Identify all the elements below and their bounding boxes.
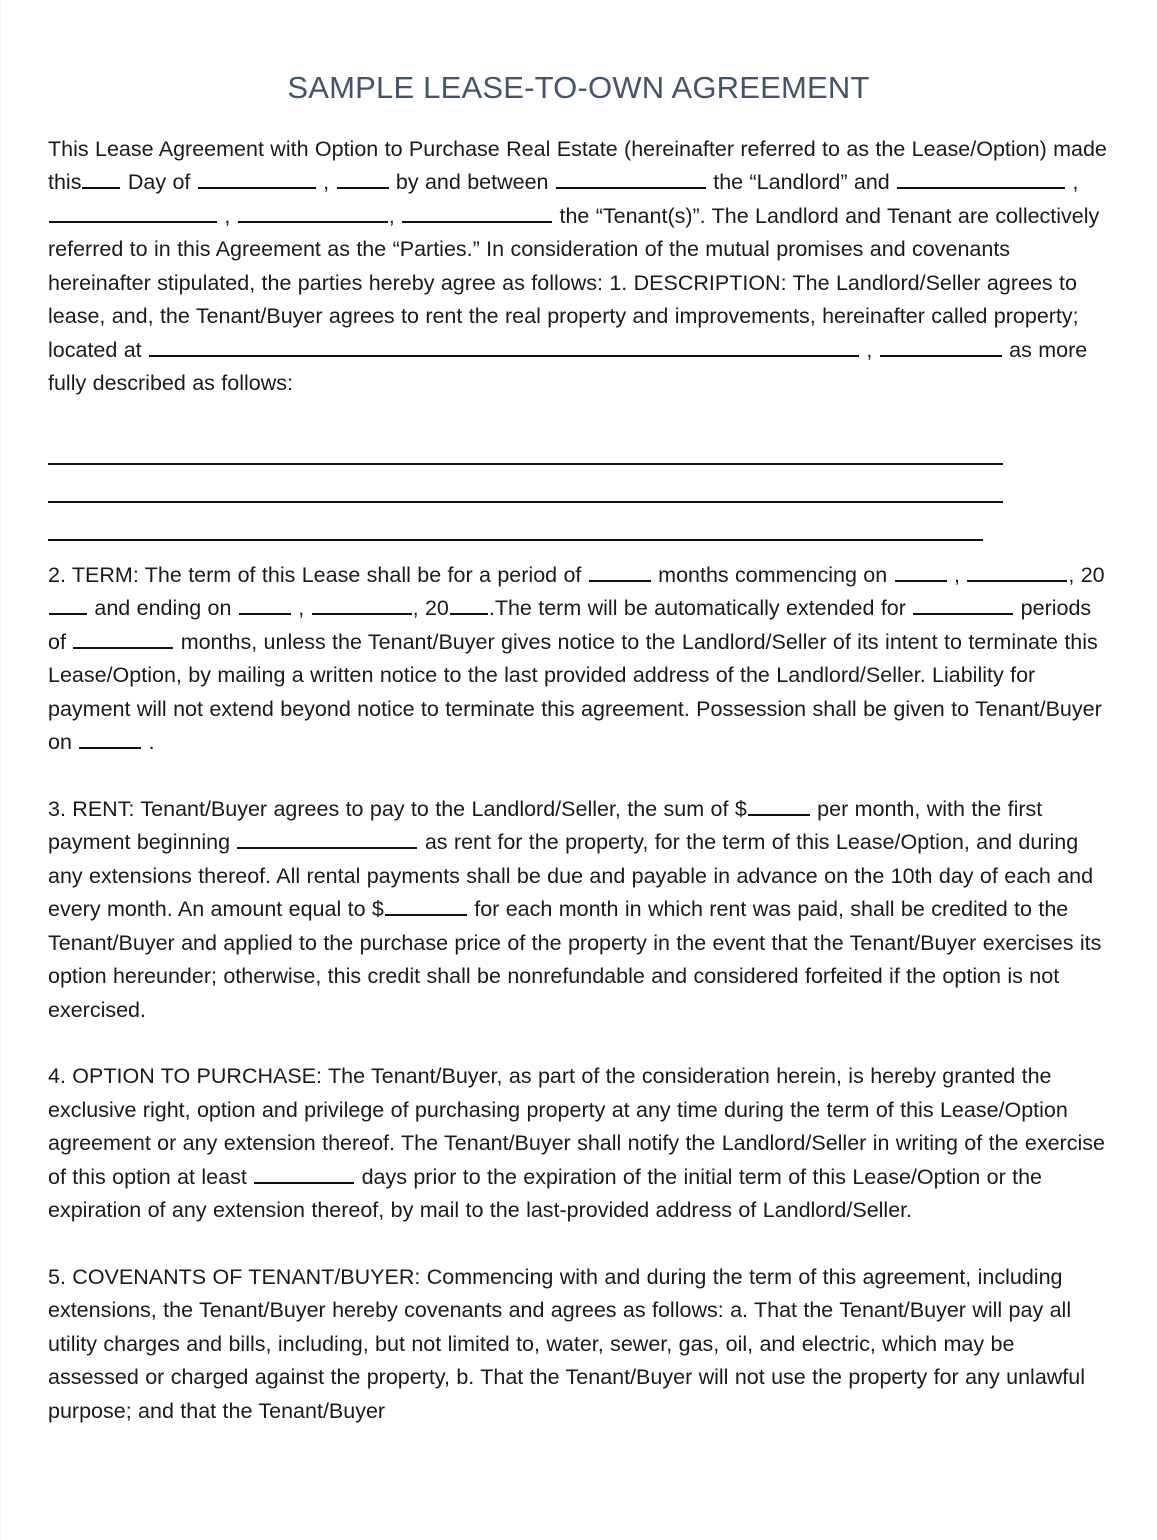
section5-text-1: 5. COVENANTS OF TENANT/BUYER: Commencing with and during the term of this agreement, including extensions, the Tenant/Buyer hereby covenants and agrees as follows: a. That the Tenant/Buyer will pay all utility charges and bills, including, but not limited to, water, sewer, gas, oil, and electric, which may be assessed or charged against the property, b. That the Tenant/Buyer will not use the property for any unlawful purpose; and that the Tenant/Buyer	[48, 1264, 1086, 1423]
blank-end-month[interactable]	[312, 593, 412, 615]
section2-text-11: .	[148, 730, 155, 755]
paragraph-section-5-covenants	[48, 1261, 1107, 1429]
spacer-3	[48, 1027, 1107, 1060]
blank-landlord-name[interactable]	[556, 167, 706, 189]
section2-text-8: .The term will be automatically extended for	[488, 596, 906, 621]
document-body	[0, 133, 1157, 1429]
description-line-3[interactable]	[48, 503, 983, 541]
intro-text-9: the “Tenant(s)”. The Landlord and Tenant are collectively referred to in this Agreement as the “Parties.” In consideration of the mutual promises and covenants hereinafter stipulated, the parties hereby agree as follows: 1. DESCRIPTION: The Landlord/Seller agrees to lease, and, the Tenant/Buyer agrees to rent the real property and improvements, hereinafter called property; located at	[48, 203, 1100, 362]
section2-text-2: months commencing on	[658, 562, 888, 587]
section3-text-4: for each month in which rent was paid, shall be credited to the Tenant/Buyer and applied to the purchase price of the property in the event that the Tenant/Buyer exercises its option hereunder; otherwise, this credit shall be nonrefundable and considered forfeited if the option is not exercised.	[48, 897, 1102, 1022]
intro-text-5: the “Landlord” and	[713, 170, 890, 195]
intro-text-8: ,	[388, 203, 395, 228]
paragraph-section-2-term	[48, 559, 1107, 760]
blank-first-payment-date[interactable]	[237, 827, 417, 849]
section2-text-3: ,	[953, 562, 960, 587]
blank-tenant-1[interactable]	[897, 167, 1065, 189]
blank-rent-credit-amount[interactable]	[385, 894, 467, 916]
section2-text-6: ,	[298, 596, 305, 621]
blank-commence-day[interactable]	[895, 560, 947, 582]
section2-text-7: , 20	[412, 596, 449, 621]
blank-property-address[interactable]	[149, 335, 859, 357]
blank-term-months[interactable]	[589, 560, 651, 582]
paragraph-intro	[48, 133, 1107, 401]
intro-text-11: as more fully described as follows:	[48, 337, 1088, 396]
intro-text-4: by and between	[395, 170, 549, 195]
blank-tenant-2[interactable]	[49, 201, 217, 223]
blank-monthly-rent[interactable]	[748, 794, 810, 816]
intro-text-7: ,	[224, 203, 231, 228]
intro-text-2: Day of	[127, 170, 191, 195]
property-description-lines	[48, 401, 1107, 541]
spacer-4	[48, 1228, 1107, 1261]
blank-possession-date[interactable]	[79, 727, 141, 749]
blank-extension-periods[interactable]	[913, 593, 1013, 615]
spacer-2	[48, 760, 1107, 793]
blank-commence-year[interactable]	[49, 593, 87, 615]
section3-text-1: 3. RENT: Tenant/Buyer agrees to pay to the Landlord/Seller, the sum of $	[48, 796, 747, 821]
blank-day-number[interactable]	[82, 167, 120, 189]
blank-extension-months[interactable]	[73, 627, 173, 649]
intro-text-1: This Lease Agreement with Option to Purchase Real Estate (hereinafter referred to as the Lease/Option) made this	[48, 136, 1107, 195]
section3-text-3: as rent for the property, for the term of this Lease/Option, and during any extensions thereof. All rental payments shall be due and payable in advance on the 10th day of each and every month. An amount equal to $	[48, 830, 1094, 922]
intro-text-6: ,	[1072, 170, 1079, 195]
blank-tenant-4[interactable]	[402, 201, 552, 223]
section2-text-9: periods of	[48, 596, 1092, 654]
section2-text-4: , 20	[1068, 562, 1105, 587]
page-left-edge	[0, 0, 2, 1540]
section4-text-2: days prior to the expiration of the initial term of this Lease/Option or the expiration of any extension thereof, by mail to the last-provided address of Landlord/Seller.	[48, 1164, 1042, 1223]
blank-year[interactable]	[337, 167, 389, 189]
page-title: SAMPLE LEASE-TO-OWN AGREEMENT	[287, 69, 870, 105]
intro-text-3: ,	[323, 170, 330, 195]
spacer-1	[48, 541, 1107, 559]
description-line-2[interactable]	[48, 465, 1003, 503]
blank-end-day[interactable]	[239, 593, 291, 615]
section3-text-2: per month, with the first payment beginning	[48, 796, 1043, 855]
blank-tenant-3[interactable]	[238, 201, 388, 223]
blank-notice-days[interactable]	[254, 1162, 354, 1184]
blank-month[interactable]	[198, 167, 316, 189]
blank-commence-month[interactable]	[967, 560, 1067, 582]
paragraph-section-3-rent	[48, 793, 1107, 1028]
section2-text-1: 2. TERM: The term of this Lease shall be for a period of	[48, 562, 582, 587]
intro-text-10: ,	[866, 337, 873, 362]
paragraph-section-4-option	[48, 1060, 1107, 1228]
description-line-1[interactable]	[48, 427, 1003, 465]
section4-text-1: 4. OPTION TO PURCHASE: The Tenant/Buyer, as part of the consideration herein, is hereby granted the exclusive right, option and privilege of purchasing property at any time during the term of this Lease/Option agreement or any extension thereof. The Tenant/Buyer shall notify the Landlord/Seller in writing of the exercise of this option at least	[48, 1064, 1105, 1189]
blank-property-city[interactable]	[880, 335, 1002, 357]
section2-text-5: and ending on	[94, 596, 232, 621]
section2-text-10: months, unless the Tenant/Buyer gives notice to the Landlord/Seller of its intent to terminate this Lease/Option, by mailing a written notice to the last provided address of the Landlord/Seller. Liability for payment will not extend beyond notice to terminate this agreement. Possession shall be given to Tenant/Buyer on	[48, 629, 1102, 755]
blank-end-year[interactable]	[450, 593, 488, 615]
